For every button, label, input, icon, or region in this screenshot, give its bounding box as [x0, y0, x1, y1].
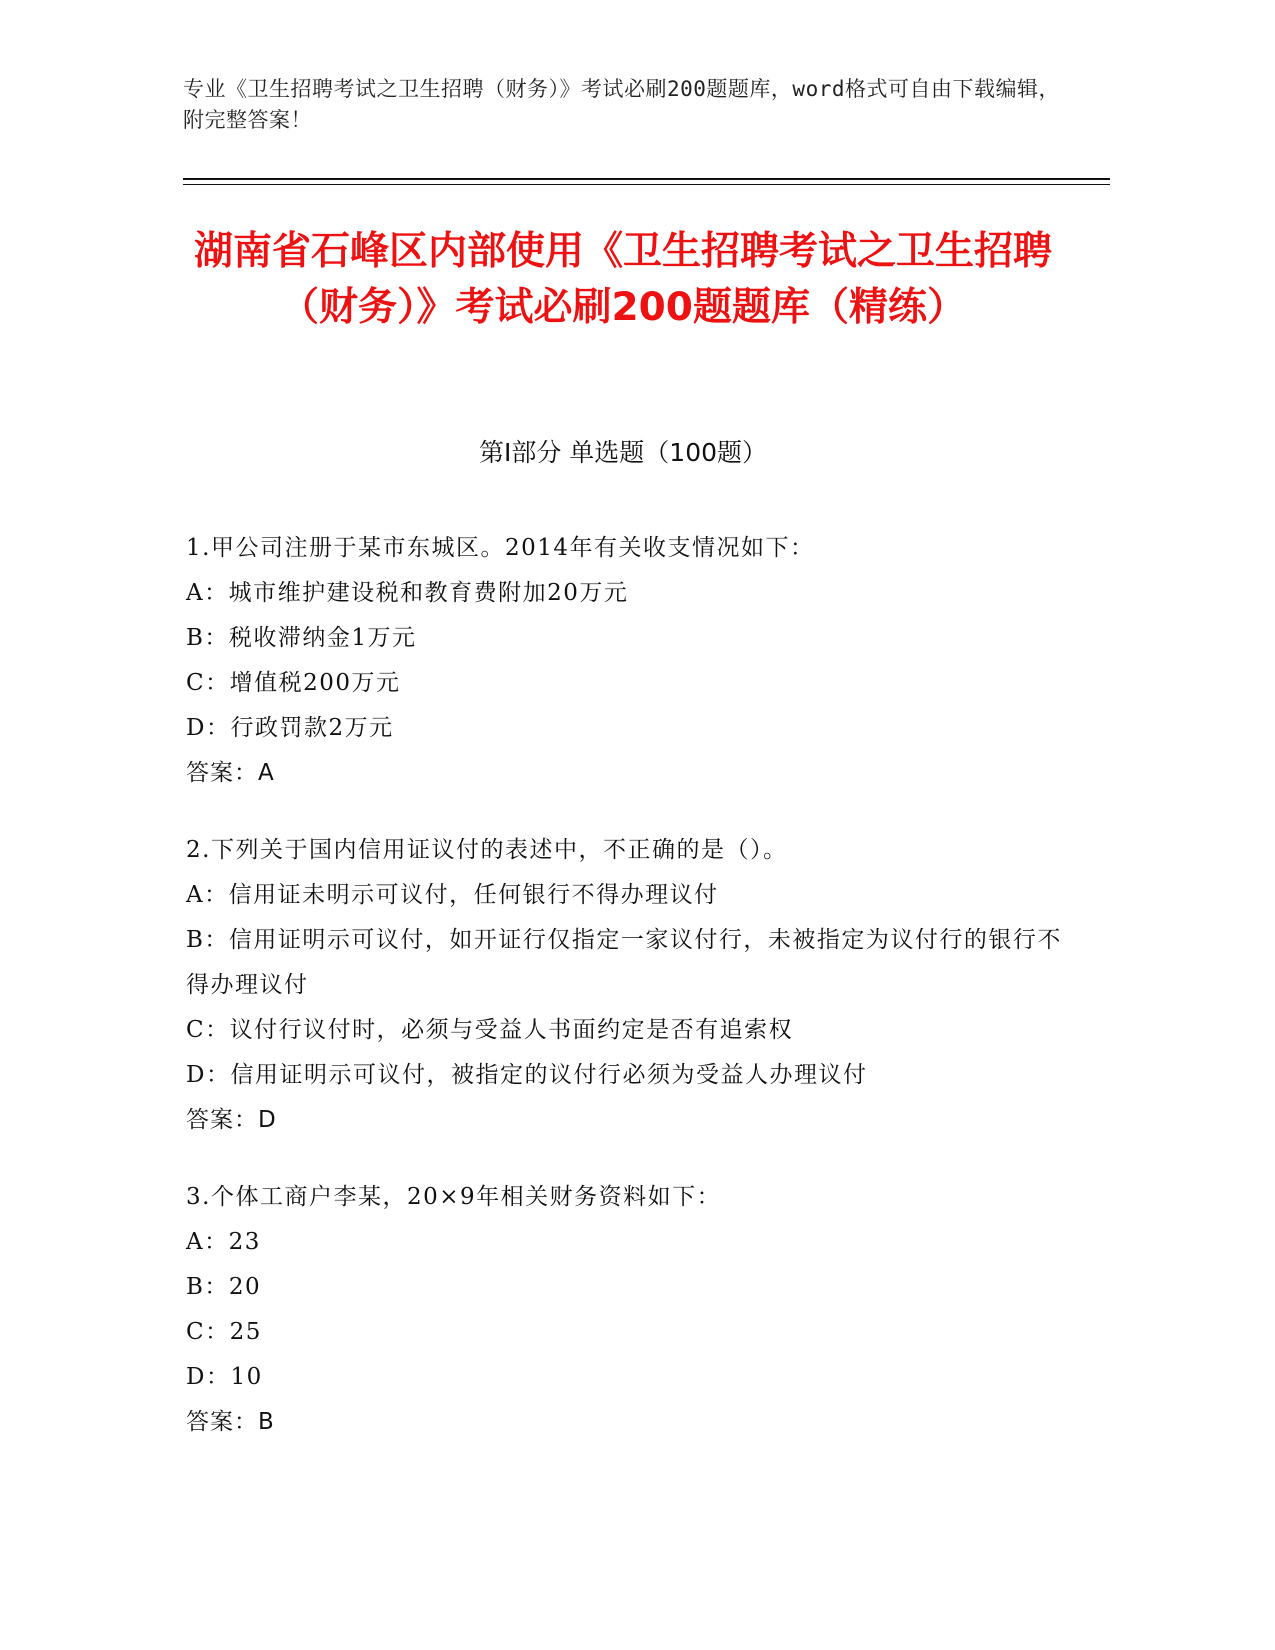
question-list	[186, 526, 1066, 1477]
question-2	[186, 828, 1066, 1143]
question-1	[186, 526, 1066, 796]
document-title: 湖南省石峰区内部使用《卫生招聘考试之卫生招聘（财务）》考试必刷200题题库（精练）	[193, 229, 1052, 330]
option-d: D：10	[186, 1364, 263, 1390]
option-c: C：议付行议付时，必须与受益人书面约定是否有追索权	[186, 1017, 794, 1043]
option-c: C：25	[186, 1319, 262, 1345]
answer-line: 答案：D	[186, 1107, 277, 1133]
header-divider-thick	[183, 178, 1110, 180]
answer-line: 答案：A	[186, 760, 275, 786]
option-b: B：信用证明示可议付，如开证行仅指定一家议付行，未被指定为议付行的银行不得办理议付	[186, 927, 1062, 998]
question-stem: 3.个体工商户李某，20×9年相关财务资料如下：	[186, 1184, 722, 1210]
option-b: B：20	[186, 1274, 262, 1300]
question-stem: 1.甲公司注册于某市东城区。2014年有关收支情况如下：	[186, 535, 815, 561]
option-a: A：23	[186, 1229, 261, 1255]
option-a: A：信用证未明示可议付，任何银行不得办理议付	[186, 882, 719, 908]
option-a: A：城市维护建设税和教育费附加20万元	[186, 580, 629, 606]
option-d: D：信用证明示可议付，被指定的议付行必须为受益人办理议付	[186, 1062, 868, 1088]
header-divider-thin	[183, 184, 1110, 185]
option-c: C：增值税200万元	[186, 670, 401, 696]
option-d: D：行政罚款2万元	[186, 715, 394, 741]
option-b: B：税收滞纳金1万元	[186, 625, 417, 651]
question-3	[186, 1175, 1066, 1445]
answer-line: 答案：B	[186, 1409, 275, 1435]
header-note: 专业《卫生招聘考试之卫生招聘（财务）》考试必刷200题题库，word格式可自由下载编辑，附完整答案！	[183, 77, 1060, 132]
question-stem: 2.下列关于国内信用证议付的表述中，不正确的是（）。	[186, 837, 788, 863]
section-title: 第Ⅰ部分 单选题（100题）	[478, 438, 768, 467]
